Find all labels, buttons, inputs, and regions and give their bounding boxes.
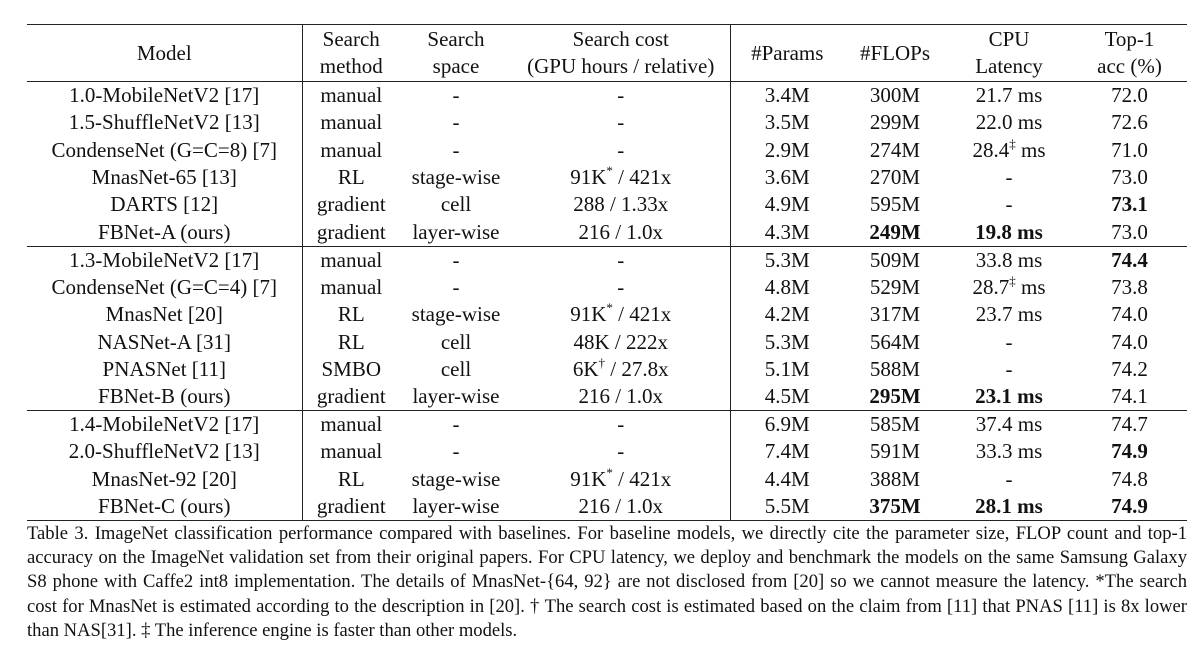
cell-search-space: cell	[440, 356, 472, 381]
cell-params: 3.6M	[730, 164, 844, 191]
cell-top1-acc: 72.6	[1111, 110, 1148, 135]
cell-cpu-latency: -	[1005, 192, 1013, 217]
cell-top1-acc: 71.0	[1111, 137, 1148, 162]
cell-search-method: RL	[337, 329, 365, 354]
header-search-method: Search method	[319, 27, 383, 78]
cell-model: MnasNet [20]	[27, 301, 302, 328]
table-row	[27, 191, 1187, 218]
cell-search-cost: -	[617, 412, 625, 437]
cell-top1-acc: 74.8	[1111, 466, 1148, 491]
cell-search-space: -	[452, 137, 460, 162]
cell-top1-acc: 72.0	[1111, 83, 1148, 107]
cell-flops: 588M	[869, 356, 921, 381]
header-cpu-latency: CPU Latency	[975, 27, 1043, 78]
cell-params: 4.4M	[730, 466, 844, 493]
table-row	[27, 356, 1187, 383]
cell-params: 5.5M	[730, 493, 844, 521]
cell-params: 4.3M	[730, 219, 844, 247]
cell-cpu-latency: -	[1005, 466, 1013, 491]
header-params: #Params	[730, 25, 844, 82]
cell-model: 2.0-ShuffleNetV2 [13]	[27, 438, 302, 465]
cell-search-cost: -	[617, 110, 625, 135]
cell-flops: 270M	[869, 164, 921, 189]
cell-model: 1.0-MobileNetV2 [17]	[27, 82, 302, 110]
cell-search-method: manual	[320, 274, 383, 299]
cell-params: 4.8M	[730, 274, 844, 301]
cell-search-method: RL	[337, 164, 365, 189]
cell-cpu-latency: -	[1005, 164, 1013, 189]
cell-search-method: manual	[320, 439, 383, 464]
cell-params: 5.3M	[730, 246, 844, 274]
cell-cpu-latency: 28.1 ms	[975, 493, 1043, 518]
cell-top1-acc: 74.4	[1111, 247, 1148, 272]
cell-params: 5.3M	[730, 328, 844, 355]
cell-search-method: manual	[320, 412, 383, 437]
cell-flops: 274M	[869, 137, 921, 162]
cell-model: PNASNet [11]	[27, 356, 302, 383]
table-row	[27, 109, 1187, 136]
cell-model: MnasNet-92 [20]	[27, 466, 302, 493]
cell-search-space: -	[452, 247, 460, 272]
cell-params: 6.9M	[730, 411, 844, 439]
cell-flops: 295M	[869, 384, 921, 409]
cell-cpu-latency: 23.1 ms	[975, 384, 1043, 409]
cell-flops: 388M	[869, 466, 921, 491]
cell-top1-acc: 74.7	[1111, 412, 1148, 437]
cell-cpu-latency: 28.4‡ ms	[972, 135, 1046, 162]
cell-flops: 585M	[869, 412, 921, 437]
cell-flops: 300M	[869, 83, 921, 107]
table-row	[27, 493, 1187, 521]
table-row	[27, 438, 1187, 465]
cell-search-cost: 91K* / 421x	[570, 300, 672, 327]
cell-cpu-latency: -	[1005, 356, 1013, 381]
header-model: Model	[27, 25, 302, 82]
cell-search-cost: 91K* / 421x	[570, 464, 672, 491]
cell-cpu-latency: 33.8 ms	[975, 247, 1043, 272]
cell-search-method: manual	[320, 137, 383, 162]
cell-search-cost: -	[617, 274, 625, 299]
cell-cpu-latency: 21.7 ms	[975, 83, 1043, 107]
table-row	[27, 164, 1187, 191]
cell-search-method: manual	[320, 83, 383, 107]
cell-model: FBNet-C (ours)	[27, 493, 302, 521]
cell-search-cost: -	[617, 83, 625, 107]
cell-params: 3.5M	[730, 109, 844, 136]
cell-search-space: -	[452, 274, 460, 299]
cell-params: 4.9M	[730, 191, 844, 218]
cell-search-cost: -	[617, 439, 625, 464]
cell-search-cost: 216 / 1.0x	[578, 493, 664, 518]
cell-search-space: layer-wise	[412, 493, 500, 518]
cell-search-method: RL	[337, 302, 365, 327]
cell-cpu-latency: 19.8 ms	[975, 219, 1043, 244]
cell-top1-acc: 73.0	[1111, 164, 1148, 189]
cell-params: 4.2M	[730, 301, 844, 328]
cell-flops: 249M	[869, 219, 921, 244]
table-header-row	[27, 25, 1187, 82]
cell-params: 4.5M	[730, 383, 844, 411]
cell-search-space: stage-wise	[411, 302, 501, 327]
cell-search-space: -	[452, 439, 460, 464]
cell-search-space: -	[452, 83, 460, 107]
cell-search-method: RL	[337, 466, 365, 491]
cell-flops: 299M	[869, 110, 921, 135]
cell-cpu-latency: 33.3 ms	[975, 439, 1043, 464]
header-search-cost: Search cost (GPU hours / relative)	[527, 27, 715, 78]
cell-model: 1.3-MobileNetV2 [17]	[27, 246, 302, 274]
cell-model: CondenseNet (G=C=4) [7]	[27, 274, 302, 301]
results-table-container	[27, 24, 1187, 521]
cell-search-space: -	[452, 110, 460, 135]
cell-flops: 509M	[869, 247, 921, 272]
cell-search-space: layer-wise	[412, 219, 500, 244]
cell-search-space: stage-wise	[411, 164, 501, 189]
cell-search-space: cell	[440, 329, 472, 354]
cell-model: MnasNet-65 [13]	[27, 164, 302, 191]
cell-flops: 591M	[869, 439, 921, 464]
header-top1-acc: Top-1 acc (%)	[1097, 27, 1162, 78]
cell-search-method: manual	[320, 247, 383, 272]
table-row	[27, 301, 1187, 328]
cell-search-space: cell	[440, 192, 472, 217]
cell-top1-acc: 74.9	[1111, 439, 1148, 464]
cell-top1-acc: 73.8	[1111, 274, 1148, 299]
table-row	[27, 383, 1187, 411]
table-row	[27, 274, 1187, 301]
results-table	[27, 24, 1187, 521]
cell-model: 1.5-ShuffleNetV2 [13]	[27, 109, 302, 136]
cell-search-cost: 91K* / 421x	[570, 162, 672, 189]
cell-search-method: manual	[320, 110, 383, 135]
cell-cpu-latency: 37.4 ms	[975, 412, 1043, 437]
table-row	[27, 219, 1187, 247]
cell-flops: 529M	[869, 274, 921, 299]
cell-top1-acc: 74.2	[1111, 356, 1148, 381]
header-flops: #FLOPs	[859, 40, 931, 65]
cell-search-cost: 288 / 1.33x	[573, 192, 669, 217]
table-body	[27, 82, 1187, 521]
cell-params: 2.9M	[730, 136, 844, 163]
cell-search-method: gradient	[316, 493, 386, 518]
header-search-space: Search space	[427, 27, 485, 78]
cell-top1-acc: 74.9	[1111, 493, 1148, 518]
table-row	[27, 82, 1187, 110]
table-row	[27, 411, 1187, 439]
cell-top1-acc: 73.0	[1111, 219, 1148, 244]
cell-cpu-latency: -	[1005, 329, 1013, 354]
cell-params: 3.4M	[730, 82, 844, 110]
cell-search-cost: -	[617, 247, 625, 272]
table-row	[27, 466, 1187, 493]
cell-flops: 375M	[869, 493, 921, 518]
table-caption: Table 3. ImageNet classification performance compared with baselines. For baseline models, we directly cite the parameter size, FLOP count and top-1 accuracy on the ImageNet validation set from their original papers. For CPU latency, we deploy and benchmark the models on the same Samsung Galaxy S8 phone with Caffe2 int8 implementation. The details of MnasNet-{64, 92} are not disclosed from [20] so we cannot measure the latency. *The search cost for MnasNet is estimated according to the description in [20]. † The search cost is estimated based on the claim from [11] that PNAS [11] is 8x lower than NAS[31]. ‡ The inference engine is faster than other models.	[27, 523, 1187, 641]
cell-cpu-latency: 23.7 ms	[975, 302, 1043, 327]
cell-search-cost: 48K / 222x	[573, 329, 668, 354]
cell-model: 1.4-MobileNetV2 [17]	[27, 411, 302, 439]
cell-search-space: -	[452, 412, 460, 437]
cell-params: 5.1M	[730, 356, 844, 383]
cell-search-cost: 216 / 1.0x	[578, 219, 664, 244]
cell-search-method: SMBO	[321, 356, 382, 381]
table-row	[27, 136, 1187, 163]
table-row	[27, 246, 1187, 274]
cell-search-space: layer-wise	[412, 384, 500, 409]
cell-model: CondenseNet (G=C=8) [7]	[27, 136, 302, 163]
cell-search-cost: -	[617, 137, 625, 162]
table-row	[27, 328, 1187, 355]
cell-search-cost: 6K† / 27.8x	[572, 354, 669, 381]
cell-model: DARTS [12]	[27, 191, 302, 218]
cell-top1-acc: 73.1	[1111, 192, 1148, 217]
cell-model: FBNet-A (ours)	[27, 219, 302, 247]
cell-params: 7.4M	[730, 438, 844, 465]
cell-search-method: gradient	[316, 192, 386, 217]
cell-model: NASNet-A [31]	[27, 328, 302, 355]
cell-top1-acc: 74.0	[1111, 302, 1148, 327]
cell-search-method: gradient	[316, 219, 386, 244]
cell-top1-acc: 74.1	[1111, 384, 1148, 409]
cell-top1-acc: 74.0	[1111, 329, 1148, 354]
cell-search-method: gradient	[316, 384, 386, 409]
cell-model: FBNet-B (ours)	[27, 383, 302, 411]
cell-flops: 564M	[869, 329, 921, 354]
cell-cpu-latency: 22.0 ms	[975, 110, 1043, 135]
cell-search-space: stage-wise	[411, 466, 501, 491]
cell-flops: 317M	[869, 302, 921, 327]
cell-cpu-latency: 28.7‡ ms	[972, 272, 1046, 299]
cell-search-cost: 216 / 1.0x	[578, 384, 664, 409]
cell-flops: 595M	[869, 192, 921, 217]
